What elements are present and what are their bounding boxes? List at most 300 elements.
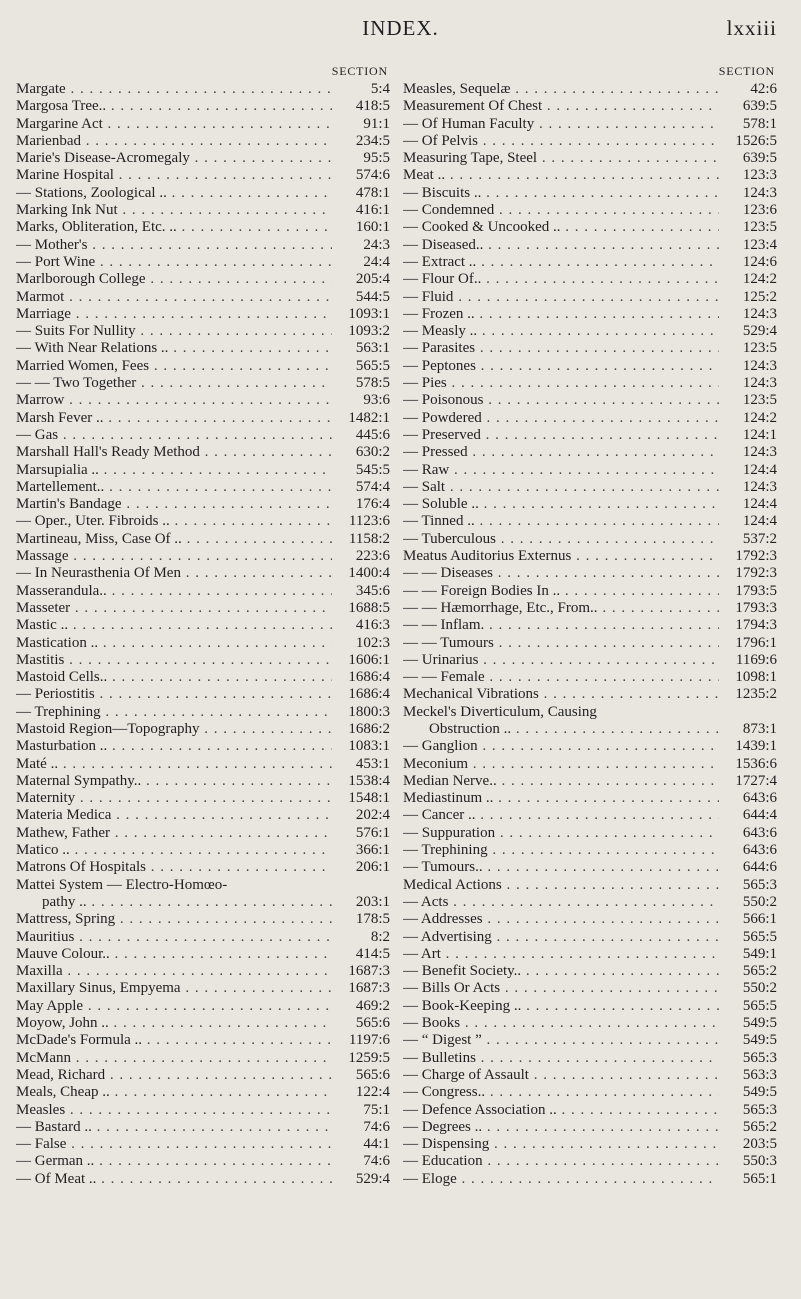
index-entry	[403, 1050, 779, 1067]
index-entry	[16, 513, 392, 530]
index-entry	[403, 133, 779, 150]
index-entry	[403, 202, 779, 219]
index-term: Maxillary Sinus, Empyema . .	[16, 980, 332, 997]
index-term: — Diseased.. . .	[403, 237, 719, 254]
index-entry	[403, 392, 779, 409]
index-entry	[403, 635, 779, 652]
section-number: 1093:1	[348, 305, 390, 322]
index-term: Marie's Disease-Acromegaly . .	[16, 150, 332, 167]
index-term: — Flour Of.. . .	[403, 271, 719, 288]
section-number: 1123:6	[348, 513, 390, 530]
section-number: 124:4	[742, 496, 777, 513]
section-number: 873:1	[742, 720, 777, 737]
index-entry	[403, 185, 779, 202]
index-term: Meatus Auditorius Externus . .	[403, 548, 719, 565]
index-entry	[16, 583, 392, 600]
section-number: 549:5	[742, 1084, 777, 1101]
index-entry	[16, 1171, 392, 1188]
index-term: — Benefit Society.. . .	[403, 963, 719, 980]
section-number: 1197:6	[348, 1032, 390, 1049]
index-entry	[403, 929, 779, 946]
index-entry	[403, 911, 779, 928]
section-number: 123:5	[742, 219, 777, 236]
section-number: 545:5	[355, 461, 390, 478]
index-entry	[16, 548, 392, 565]
section-number: 1259:5	[348, 1049, 390, 1066]
section-number: 124:1	[742, 426, 777, 443]
index-entry	[16, 721, 392, 738]
section-number: 1727:4	[735, 772, 777, 789]
index-entry	[16, 392, 392, 409]
section-number: 1686:4	[348, 669, 390, 686]
index-term: Matrons Of Hospitals . .	[16, 859, 332, 876]
section-number: 91:1	[363, 115, 390, 132]
index-term: — Pies . .	[403, 375, 719, 392]
index-entry	[16, 842, 392, 859]
section-number: 1536:6	[735, 755, 777, 772]
index-term: McDade's Formula .. . .	[16, 1032, 332, 1049]
index-term: — Gas . .	[16, 427, 332, 444]
index-entry	[403, 271, 779, 288]
index-term: Measles . .	[16, 1102, 332, 1119]
index-term: Moyow, John .. . .	[16, 1015, 332, 1032]
index-term: Mastitis . .	[16, 652, 332, 669]
section-number: 124:3	[742, 184, 777, 201]
section-number: 203:1	[355, 893, 390, 910]
index-term: — Bulletins . .	[403, 1050, 719, 1067]
section-number: 74:6	[363, 1118, 390, 1135]
section-column-label: SECTION	[331, 64, 388, 78]
section-column-label: SECTION	[718, 64, 775, 78]
index-entry	[16, 1102, 392, 1119]
index-entry	[16, 963, 392, 980]
index-term: Marks, Obliteration, Etc. .. . .	[16, 219, 332, 236]
index-term: — Extract .. . .	[403, 254, 719, 271]
index-term: — — Diseases . .	[403, 565, 719, 582]
section-number: 574:4	[355, 478, 390, 495]
index-term: — With Near Relations .. . .	[16, 340, 332, 357]
index-term: — Congress.. . .	[403, 1084, 719, 1101]
index-term: Marriage . .	[16, 306, 332, 323]
index-term: — Soluble .. . .	[403, 496, 719, 513]
index-term: — Frozen .. . .	[403, 306, 719, 323]
index-term: — Acts . .	[403, 894, 719, 911]
section-number: 1083:1	[348, 738, 390, 755]
index-entry	[403, 1102, 779, 1119]
section-number: 203:5	[742, 1136, 777, 1153]
index-term: Measuring Tape, Steel . .	[403, 150, 719, 167]
section-number: 550:2	[742, 980, 777, 997]
index-entry	[403, 479, 779, 496]
index-entry	[403, 842, 779, 859]
index-term: — Addresses . .	[403, 911, 719, 928]
index-term: — Biscuits .. . .	[403, 185, 719, 202]
section-number: 416:3	[355, 617, 390, 634]
index-entry	[403, 1153, 779, 1170]
index-term: Marking Ink Nut . .	[16, 202, 332, 219]
section-number: 205:4	[355, 271, 390, 288]
section-number: 644:6	[742, 859, 777, 876]
section-number: 124:3	[742, 305, 777, 322]
index-term: Maternal Sympathy.. . .	[16, 773, 332, 790]
section-number: 1793:5	[735, 582, 777, 599]
index-entry	[403, 894, 779, 911]
index-entry	[403, 427, 779, 444]
index-entry	[16, 894, 392, 911]
section-number: 124:2	[742, 271, 777, 288]
index-term: — Degrees .. . .	[403, 1119, 719, 1136]
index-term: Meat .. . .	[403, 167, 719, 184]
index-entry	[16, 998, 392, 1015]
index-entry	[16, 185, 392, 202]
index-entry	[16, 410, 392, 427]
section-number: 8:2	[370, 928, 390, 945]
section-number: 206:1	[355, 859, 390, 876]
section-number: 565:6	[355, 1066, 390, 1083]
section-number: 1687:3	[348, 963, 390, 980]
index-term: — Book-Keeping .. . .	[403, 998, 719, 1015]
section-number: 549:5	[742, 1032, 777, 1049]
section-number: 125:2	[742, 288, 777, 305]
section-number: 176:4	[355, 496, 390, 513]
section-number: 123:3	[742, 167, 777, 184]
index-entry	[16, 1067, 392, 1084]
section-number: 1796:1	[735, 634, 777, 651]
index-entries	[403, 81, 779, 1188]
section-number: 1439:1	[735, 738, 777, 755]
index-entry	[403, 167, 779, 184]
index-entry	[403, 340, 779, 357]
index-term: — Tuberculous . .	[403, 531, 719, 548]
section-number: 565:3	[742, 1049, 777, 1066]
index-term: — Salt . .	[403, 479, 719, 496]
section-number: 123:6	[742, 202, 777, 219]
section-number: 549:5	[742, 1015, 777, 1032]
index-term: — Ganglion . .	[403, 738, 719, 755]
index-entry	[403, 583, 779, 600]
index-term: Mastoid Cells.. . .	[16, 669, 332, 686]
index-entry	[403, 773, 779, 790]
index-term: — Peptones . .	[403, 358, 719, 375]
page-number: lxxiii	[726, 16, 777, 40]
index-term: Margosa Tree.. . .	[16, 98, 332, 115]
index-entry	[16, 980, 392, 997]
index-entry	[16, 116, 392, 133]
index-entry	[16, 375, 392, 392]
section-number: 578:5	[355, 375, 390, 392]
section-number: 44:1	[363, 1136, 390, 1153]
index-entry	[16, 479, 392, 496]
section-number: 1093:2	[348, 323, 390, 340]
section-number: 95:5	[363, 150, 390, 167]
section-number: 1792:3	[735, 565, 777, 582]
section-number: 478:1	[355, 184, 390, 201]
section-number: 565:3	[742, 1101, 777, 1118]
index-term: — Bastard .. . .	[16, 1119, 332, 1136]
index-term: Mattress, Spring . .	[16, 911, 332, 928]
index-entry	[403, 652, 779, 669]
index-term: pathy .. . .	[16, 894, 332, 911]
index-entry	[16, 323, 392, 340]
index-term: Margarine Act . .	[16, 116, 332, 133]
index-term: — Defence Association .. . .	[403, 1102, 719, 1119]
index-entry	[403, 150, 779, 167]
section-number: 565:5	[742, 997, 777, 1014]
index-term: Masseter . .	[16, 600, 332, 617]
section-number: 1793:3	[735, 599, 777, 616]
index-entry	[403, 998, 779, 1015]
index-term: — Pressed . .	[403, 444, 719, 461]
section-number: 124:6	[742, 253, 777, 270]
index-term: Martin's Bandage . .	[16, 496, 332, 513]
index-term: — Charge of Assault . .	[403, 1067, 719, 1084]
index-term: Masserandula.. . .	[16, 583, 332, 600]
section-number: 75:1	[363, 1101, 390, 1118]
index-term: Mastic .. . .	[16, 617, 332, 634]
index-term: Marlborough College . .	[16, 271, 332, 288]
index-term: — Suppuration . .	[403, 825, 719, 842]
section-number: 414:5	[355, 945, 390, 962]
index-term: Maxilla . .	[16, 963, 332, 980]
section-number: 639:5	[742, 150, 777, 167]
section-number: 1098:1	[735, 669, 777, 686]
section-number: 93:6	[363, 392, 390, 409]
index-term: — Tumours.. . .	[403, 859, 719, 876]
index-entry	[16, 652, 392, 669]
index-entry	[403, 825, 779, 842]
index-term: — German .. . .	[16, 1153, 332, 1170]
section-number: 639:5	[742, 98, 777, 115]
index-entry	[403, 1032, 779, 1049]
section-number: 102:3	[355, 634, 390, 651]
index-term: — — Foreign Bodies In .. . .	[403, 583, 719, 600]
index-term: — Urinarius . .	[403, 652, 719, 669]
index-entry	[403, 980, 779, 997]
index-term: — Eloge . .	[403, 1171, 719, 1188]
index-term: — Powdered . .	[403, 410, 719, 427]
index-term: — Of Human Faculty . .	[403, 116, 719, 133]
index-entry	[16, 773, 392, 790]
index-term: Measles, Sequelæ . .	[403, 81, 719, 98]
index-term: — — Inflam. . .	[403, 617, 719, 634]
index-entry	[403, 531, 779, 548]
index-entry	[16, 531, 392, 548]
section-number	[332, 877, 392, 894]
section-number: 1800:3	[348, 703, 390, 720]
index-term: — Mother's . .	[16, 237, 332, 254]
index-entry	[16, 600, 392, 617]
index-term: — Books . .	[403, 1015, 719, 1032]
index-entry	[16, 635, 392, 652]
section-number: 123:4	[742, 236, 777, 253]
index-term: — Cancer .. . .	[403, 807, 719, 824]
index-entry	[403, 565, 779, 582]
index-term: — Of Pelvis . .	[403, 133, 719, 150]
section-number: 563:1	[355, 340, 390, 357]
index-term: — Suits For Nullity . .	[16, 323, 332, 340]
index-term: Martineau, Miss, Case Of .. . .	[16, 531, 332, 548]
index-entries	[16, 81, 392, 1188]
index-term: — Tinned .. . .	[403, 513, 719, 530]
index-term: — — Hæmorrhage, Etc., From.. . .	[403, 600, 719, 617]
index-term: Mastoid Region—Topography . .	[16, 721, 332, 738]
index-entry	[403, 358, 779, 375]
index-column-left	[16, 64, 392, 1188]
index-entry	[16, 617, 392, 634]
index-entry	[403, 686, 779, 703]
section-number: 1792:3	[735, 548, 777, 565]
index-term: Matico .. . .	[16, 842, 332, 859]
index-term: Mauve Colour.. . .	[16, 946, 332, 963]
index-term: — Condemned . .	[403, 202, 719, 219]
index-term: — Measly .. . .	[403, 323, 719, 340]
section-number: 643:6	[742, 824, 777, 841]
index-entry	[403, 1067, 779, 1084]
section-number: 469:2	[355, 997, 390, 1014]
section-number: 529:4	[742, 323, 777, 340]
section-number: 544:5	[355, 288, 390, 305]
index-entry	[16, 98, 392, 115]
index-entry	[403, 963, 779, 980]
index-entry	[403, 444, 779, 461]
index-entry	[16, 444, 392, 461]
section-number: 124:3	[742, 478, 777, 495]
index-term: — False . .	[16, 1136, 332, 1153]
section-number: 550:3	[742, 1153, 777, 1170]
index-entry	[403, 721, 779, 738]
section-number: 24:4	[363, 253, 390, 270]
index-entry	[16, 1050, 392, 1067]
section-number: 565:2	[742, 963, 777, 980]
section-number: 1606:1	[348, 651, 390, 668]
index-entry	[16, 1136, 392, 1153]
section-number: 1688:5	[348, 599, 390, 616]
section-number: 1482:1	[348, 409, 390, 426]
index-term: — Preserved . .	[403, 427, 719, 444]
index-entry	[403, 219, 779, 236]
section-number: 453:1	[355, 755, 390, 772]
index-entry	[16, 704, 392, 721]
index-term: — “ Digest ” . .	[403, 1032, 719, 1049]
index-term: — Art . .	[403, 946, 719, 963]
section-number: 644:4	[742, 807, 777, 824]
index-entry	[403, 410, 779, 427]
section-number: 630:2	[355, 444, 390, 461]
index-term: Masturbation .. . .	[16, 738, 332, 755]
section-number: 550:2	[742, 893, 777, 910]
index-entry	[16, 1119, 392, 1136]
section-number: 42:6	[750, 81, 777, 97]
index-entry	[16, 462, 392, 479]
index-entry	[403, 1171, 779, 1188]
index-entry	[403, 790, 779, 807]
index-entry	[403, 116, 779, 133]
index-term: — Bills Or Acts . .	[403, 980, 719, 997]
index-term: Maté .. . .	[16, 756, 332, 773]
index-term: Maternity . .	[16, 790, 332, 807]
section-number: 529:4	[355, 1170, 390, 1187]
section-number: 643:6	[742, 842, 777, 859]
index-entry	[16, 669, 392, 686]
index-entry	[16, 1032, 392, 1049]
index-term: Meconium . .	[403, 756, 719, 773]
index-term: — — Two Together . .	[16, 375, 332, 392]
section-number: 124:3	[742, 375, 777, 392]
section-number: 1794:3	[735, 617, 777, 634]
index-term: McMann . .	[16, 1050, 332, 1067]
section-number: 124:4	[742, 461, 777, 478]
index-entry	[16, 946, 392, 963]
section-number: 24:3	[363, 236, 390, 253]
index-entry	[403, 323, 779, 340]
index-term: Marsupialia .. . .	[16, 462, 332, 479]
section-number: 223:6	[355, 548, 390, 565]
index-term: Meals, Cheap .. . .	[16, 1084, 332, 1101]
index-entry	[16, 496, 392, 513]
index-entry	[403, 548, 779, 565]
section-number: 578:1	[742, 115, 777, 132]
index-term: — Oper., Uter. Fibroids .. . .	[16, 513, 332, 530]
index-term: Median Nerve.. . .	[403, 773, 719, 790]
index-entry	[403, 1136, 779, 1153]
index-entry	[403, 1119, 779, 1136]
section-number: 1686:4	[348, 686, 390, 703]
section-number: 366:1	[355, 842, 390, 859]
section-number: 563:3	[742, 1066, 777, 1083]
index-term: — Periostitis . .	[16, 686, 332, 703]
index-entry	[16, 825, 392, 842]
section-number: 234:5	[355, 132, 390, 149]
index-entry	[16, 756, 392, 773]
index-term: Obstruction .. . .	[403, 721, 719, 738]
index-entry	[16, 81, 392, 98]
index-entry	[403, 704, 779, 721]
index-entry	[403, 946, 779, 963]
index-entry	[403, 237, 779, 254]
index-entry	[16, 237, 392, 254]
index-term: — Dispensing . .	[403, 1136, 719, 1153]
index-entry	[403, 496, 779, 513]
index-entry	[403, 254, 779, 271]
index-term: Measurement Of Chest . .	[403, 98, 719, 115]
index-entry	[403, 513, 779, 530]
index-entry	[16, 686, 392, 703]
index-entry	[16, 340, 392, 357]
section-number: 123:5	[742, 340, 777, 357]
section-number	[719, 704, 779, 721]
index-term: Marmot . .	[16, 289, 332, 306]
index-entry	[403, 306, 779, 323]
index-term: Margate . .	[16, 81, 332, 98]
section-number: 565:5	[742, 928, 777, 945]
index-column-right	[403, 64, 779, 1188]
section-number: 445:6	[355, 426, 390, 443]
section-number: 643:6	[742, 790, 777, 807]
index-term: — Fluid . .	[403, 289, 719, 306]
section-number: 124:2	[742, 409, 777, 426]
index-term: Meckel's Diverticulum, Causing	[403, 703, 597, 720]
index-term: May Apple . .	[16, 998, 332, 1015]
index-entry	[16, 1015, 392, 1032]
section-number: 566:1	[742, 911, 777, 928]
section-number: 160:1	[355, 219, 390, 236]
index-entry	[403, 669, 779, 686]
index-term: Medical Actions . .	[403, 877, 719, 894]
index-entry	[16, 254, 392, 271]
index-entry	[403, 877, 779, 894]
index-term: — Parasites . .	[403, 340, 719, 357]
index-entry	[16, 1153, 392, 1170]
